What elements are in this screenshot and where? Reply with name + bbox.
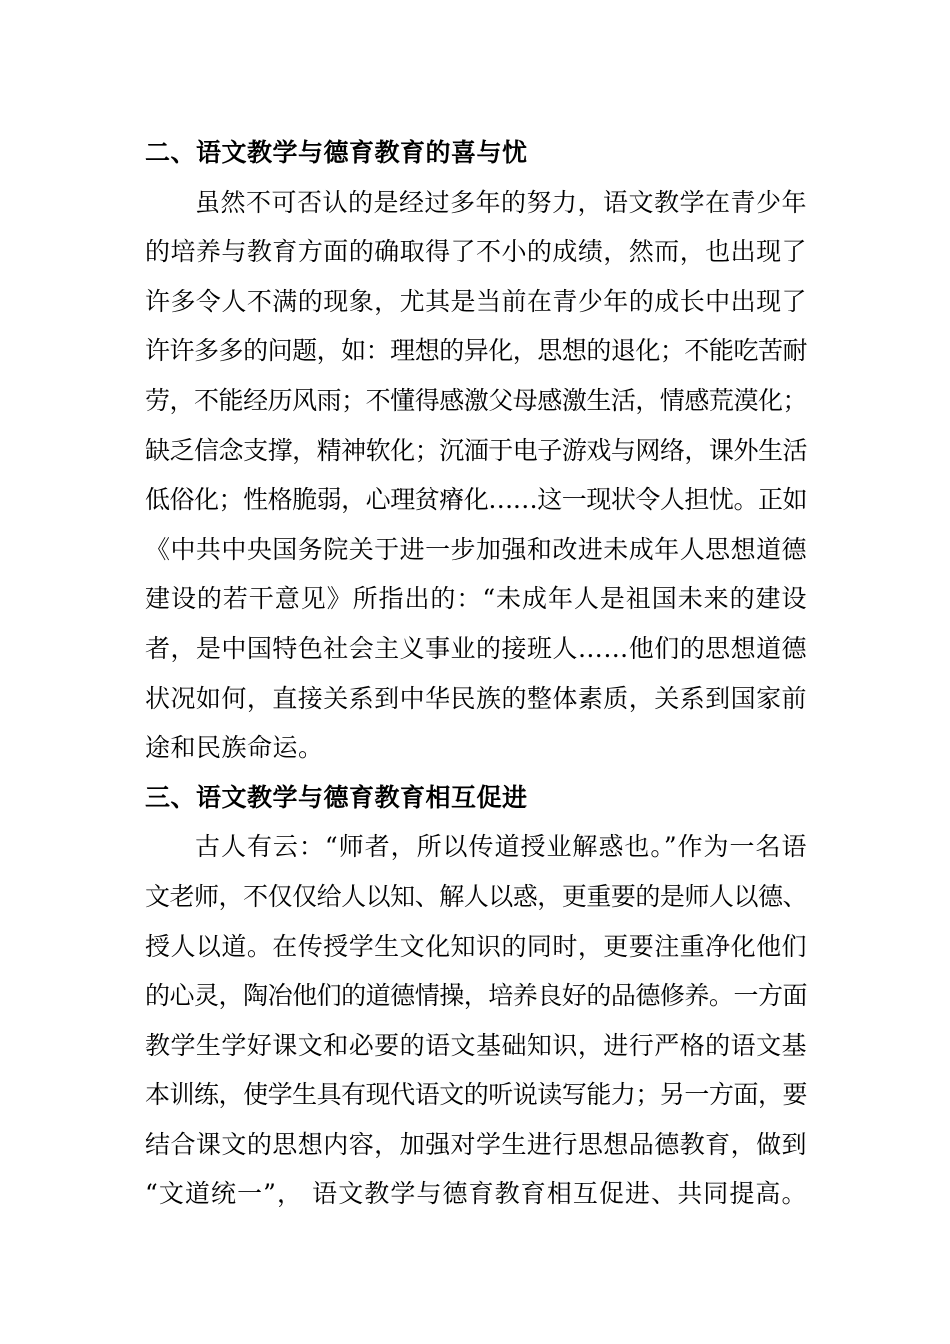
paragraph-line: 的心灵，陶冶他们的道德情操，培养良好的品德修养。一方面 [145, 981, 807, 1011]
paragraph-line: 状况如何，直接关系到中华民族的整体素质，关系到国家前 [145, 683, 808, 713]
paragraph-line: 建设的若干意见》所指出的：“未成年人是祖国未来的建设 [145, 584, 807, 614]
section-heading: 二、语文教学与德育教育的喜与忧 [145, 138, 528, 167]
section-joys-and-worries [145, 128, 807, 773]
paragraph-line: 授人以道。在传授学生文化知识的同时，更要注重净化他们 [145, 931, 808, 961]
paragraph-line: 结合课文的思想内容，加强对学生进行思想品德教育，做到 [145, 1129, 808, 1159]
paragraph-line: 文老师，不仅仅给人以知、解人以惑，更重要的是师人以德、 [145, 881, 807, 911]
paragraph-line: 许多令人不满的现象，尤其是当前在青少年的成长中出现了 [145, 286, 808, 316]
paragraph-line: 许许多多的问题，如：理想的异化，思想的退化；不能吃苦耐 [145, 336, 807, 366]
paragraph-line: 低俗化；性格脆弱，心理贫瘠化……这一现状令人担忧。正如 [145, 485, 807, 515]
section-heading: 三、语文教学与德育教育相互促进 [145, 782, 528, 812]
document-body [145, 128, 807, 1219]
paragraph-line: 者，是中国特色社会主义事业的接班人……他们的思想道德 [145, 633, 808, 663]
paragraph-line: 教学生学好课文和必要的语文基础知识，进行严格的语文基 [145, 1030, 808, 1060]
paragraph-line: 《中共中央国务院关于进一步加强和改进未成年人思想道德 [145, 534, 808, 564]
paragraph-line: 虽然不可否认的是经过多年的努力，语文教学在青少年 [195, 187, 808, 217]
paragraph-line: 缺乏信念支撑，精神软化；沉湎于电子游戏与网络，课外生活 [145, 435, 807, 465]
paragraph-line: 古人有云：“师者，所以传道授业解惑也。”作为一名语 [195, 832, 807, 862]
paragraph-line: 途和民族命运。 [145, 733, 324, 763]
paragraph-line: “文道统一”， 语文教学与德育教育相互促进、共同提高。 [145, 1179, 807, 1209]
section-paragraph [145, 178, 807, 773]
paragraph-line: 本训练，使学生具有现代语文的听说读写能力；另一方面，要 [145, 1080, 807, 1110]
section-paragraph [145, 822, 807, 1219]
section-mutual-promotion [145, 773, 807, 1219]
paragraph-line: 的培养与教育方面的确取得了不小的成绩，然而，也出现了 [145, 237, 808, 267]
paragraph-line: 劳，不能经历风雨；不懂得感激父母感激生活，情感荒漠化； [145, 385, 807, 415]
